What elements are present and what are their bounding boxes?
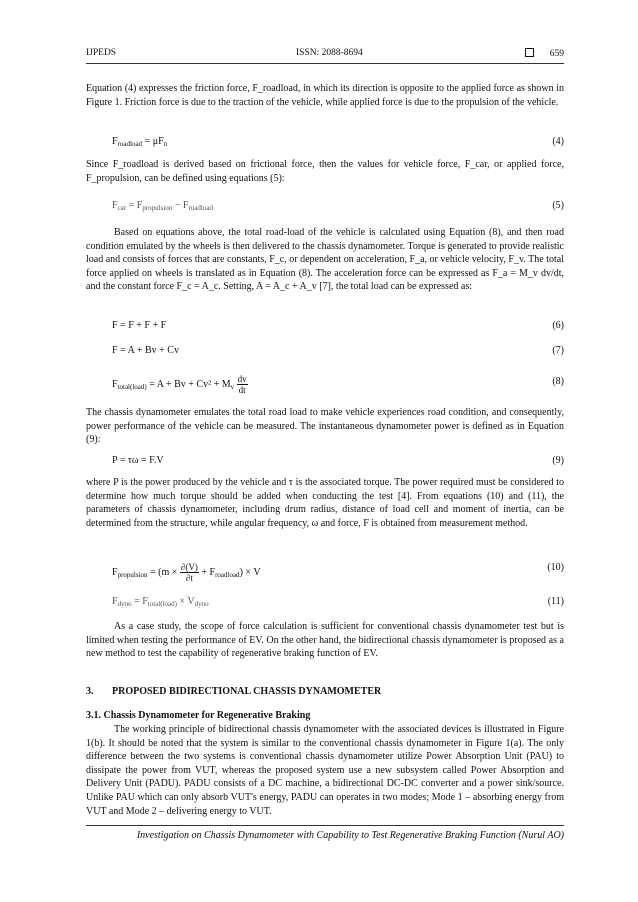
running-footer: Investigation on Chassis Dynamometer with Capability to Test Regenerative Braking Function (Nurul AO) [136, 830, 564, 841]
paragraph-3 [86, 226, 564, 294]
equation-10 [112, 560, 564, 586]
paragraph-2 [86, 158, 564, 185]
equation-5-number: (5) [552, 200, 564, 211]
equation-9-number: (9) [552, 455, 564, 466]
paragraph-2-text: Since F_roadload is derived based on frictional force, then the values for vehicle force, F_car, or applied force, F_propulsion, can be defined using equations (5): [86, 159, 564, 184]
paragraph-4-text: The chassis dynamometer emulates the total road load to make vehicle experiences road condition, and consequently, power performance of the vehicle can be measured. The instantaneous dynamometer power is defined as in Equation (9): [86, 407, 564, 446]
equation-9-formula: P = τω = F.V [112, 455, 164, 466]
equation-4-formula: $F_{roadload} = \mu F_n$ [112, 136, 168, 148]
footer-rule [86, 825, 564, 826]
equation-7-formula: F = A + Bv + Cv [112, 345, 179, 356]
equation-6-formula: F = F + F + F [112, 320, 167, 331]
paragraph-4 [86, 406, 564, 447]
paragraph-7 [86, 723, 564, 818]
paragraph-5-text: where P is the power produced by the vehicle and τ is the associated torque. The power required must be considered to determine how much torque should be added when conducting the test [4]. From equations (10) and (11), the parameters of chassis dynamometer, including drum radius, distance of load cell and moment of inertia, can be determined from the structure, while angular frequency, ω and force, F is obtained from measurement method. [86, 477, 564, 529]
equation-5 [112, 200, 564, 216]
equation-6-number: (6) [552, 320, 564, 331]
paragraph-6-text: As a case study, the scope of force calculation is sufficient for conventional chassis dynamometer test but is limited when testing the performance of EV. On the other hand, the bidirectional chassis dynamometer is proposed as a new method to test the capability of regenerative braking function of EV. [86, 621, 564, 660]
page-number: 659 [549, 49, 564, 59]
equation-11-number: (11) [547, 596, 564, 607]
equation-11 [112, 596, 564, 612]
section-3-title: PROPOSED BIDIRECTIONAL CHASSIS DYNAMOMETER [112, 686, 382, 697]
equation-11-formula: $F_{dyno} = F_{total(load)} \times V_{dyno}$ [112, 596, 209, 608]
journal-name: IJPEDS [86, 48, 117, 58]
section-3-number: 3. [86, 686, 94, 697]
equation-7-number: (7) [552, 345, 564, 356]
paragraph-3-text: Based on equations above, the total road-load of the vehicle is calculated using Equation (8), and then road condition emulated by the wheels is then delivered to the chassis dynamometer. Torque is generated to provide realistic load and consists of forces that are constants, F_c, or dependent on acceleration, F_a, or vehicle velocity, F_v. The total force applied on wheels is translated as in Equation (8). The acceleration force can be expressed as F_a = M_v dv/dt, and the constant force F_c = A_c. Setting, A = A_c + A_v [7], the total load can be expressed as: [86, 227, 564, 293]
paragraph-1 [86, 82, 564, 109]
equation-4-number: (4) [552, 136, 564, 147]
equation-4 [112, 136, 564, 152]
issn: ISSN: 2088-8694 [296, 48, 363, 58]
equation-6 [112, 320, 564, 336]
equation-8-formula: $F_{total(load)} = A + Bv + Cv^2 + M_v$ $\frac{dv}{dt}$ [112, 374, 247, 395]
header-rule [86, 63, 564, 64]
paragraph-7-text: The working principle of bidirectional chassis dynamometer with the associated devices is illustrated in Figure 1(b). It should be noted that the system is similar to the conventional chassis dynamometer in Figure 1(a). The only difference between the two systems is conventional chassis dynamometer utilize Power Absorption Unit (PAU) to dissipate the power from VUT, whereas the proposed system use a new subsystem called Power Absorption and Delivery Unit (PADU). PADU consists of a DC machine, a bidirectional DC-DC converter and a power sink/source. Unlike PAU which can only absorb VUT's energy, PADU can operates in two modes; Mode 1 – absorbing energy from VUT and Mode 2 – delivering energy to VUT. [86, 724, 564, 817]
equation-10-formula: $F_{propulsion} = (m$ × $\frac{\partial(V)}{\partial t}$ + $F_{roadload}) \times V$ [112, 562, 261, 583]
paragraph-6 [86, 620, 564, 661]
section-3-1-heading [86, 710, 310, 721]
equation-8 [112, 372, 564, 396]
section-3-1-title: 3.1. Chassis Dynamometer for Regenerative Braking [86, 710, 311, 721]
section-3-heading [86, 686, 381, 697]
running-header [86, 48, 564, 62]
equation-7 [112, 345, 564, 361]
page-number-block [525, 48, 564, 59]
equation-9 [112, 455, 564, 471]
paragraph-5 [86, 476, 564, 530]
paragraph-1-text: Equation (4) expresses the friction force, F_roadload, in which its direction is opposite to the applied force as shown in Figure 1. Friction force is due to the traction of the vehicle, while applied force is due to the propulsion of the vehicle. [86, 83, 564, 108]
equation-8-number: (8) [552, 376, 564, 387]
checkbox-icon [525, 48, 534, 57]
equation-10-number: (10) [547, 562, 564, 573]
equation-5-formula: $F_{car} = F_{propulsion} - F_{roadload}$ [112, 200, 213, 212]
